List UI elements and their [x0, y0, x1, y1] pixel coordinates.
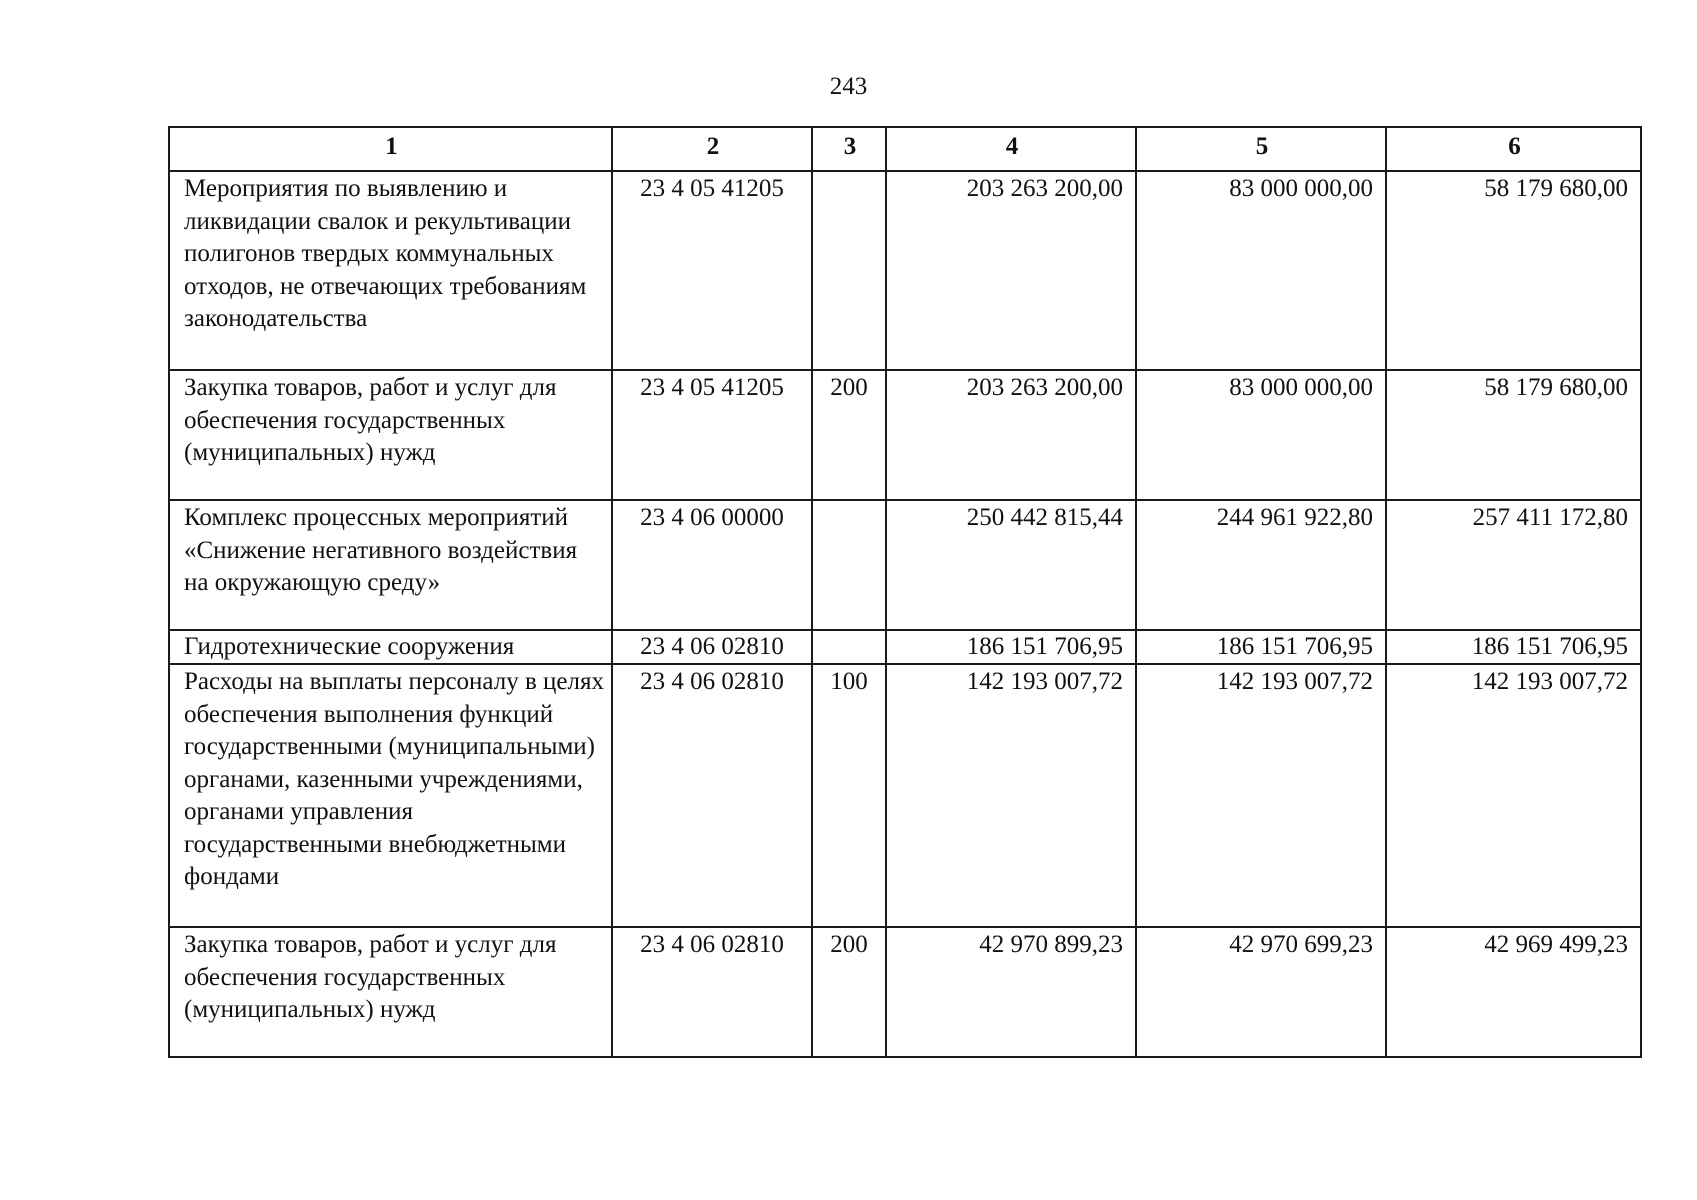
row-code-cell: 23 4 06 02810	[612, 664, 812, 927]
column-header-2: 2	[612, 127, 812, 171]
budget-table	[168, 126, 1642, 1058]
row-type-cell	[812, 500, 886, 630]
table-row	[169, 500, 1641, 630]
table-row	[169, 927, 1641, 1057]
row-value-6-cell: 58 179 680,00	[1386, 171, 1641, 370]
row-value-5-cell: 83 000 000,00	[1136, 370, 1386, 500]
row-value-6-cell: 257 411 172,80	[1386, 500, 1641, 630]
column-header-6: 6	[1386, 127, 1641, 171]
row-value-4-cell: 42 970 899,23	[886, 927, 1136, 1057]
row-code-cell: 23 4 05 41205	[612, 171, 812, 370]
column-header-3: 3	[812, 127, 886, 171]
row-type-cell	[812, 630, 886, 664]
row-value-6-cell: 58 179 680,00	[1386, 370, 1641, 500]
table-row	[169, 171, 1641, 370]
row-value-5-cell: 186 151 706,95	[1136, 630, 1386, 664]
table-row	[169, 664, 1641, 927]
row-value-5-cell: 142 193 007,72	[1136, 664, 1386, 927]
header-row	[169, 127, 1641, 171]
row-value-4-cell: 250 442 815,44	[886, 500, 1136, 630]
row-name-cell: Закупка товаров, работ и услуг для обеспечения государственных (муниципальных) нужд	[169, 927, 612, 1057]
row-value-4-cell: 203 263 200,00	[886, 370, 1136, 500]
table-row	[169, 630, 1641, 664]
row-value-4-cell: 186 151 706,95	[886, 630, 1136, 664]
row-code-cell: 23 4 06 02810	[612, 630, 812, 664]
row-value-6-cell: 186 151 706,95	[1386, 630, 1641, 664]
row-type-cell: 200	[812, 927, 886, 1057]
table-row	[169, 370, 1641, 500]
row-code-cell: 23 4 06 00000	[612, 500, 812, 630]
row-type-cell: 200	[812, 370, 886, 500]
row-type-cell	[812, 171, 886, 370]
row-value-4-cell: 142 193 007,72	[886, 664, 1136, 927]
row-value-5-cell: 244 961 922,80	[1136, 500, 1386, 630]
budget-table-container	[168, 126, 1640, 1058]
row-code-cell: 23 4 05 41205	[612, 370, 812, 500]
row-value-6-cell: 142 193 007,72	[1386, 664, 1641, 927]
row-value-4-cell: 203 263 200,00	[886, 171, 1136, 370]
row-value-5-cell: 42 970 699,23	[1136, 927, 1386, 1057]
row-name-cell: Расходы на выплаты персоналу в целях обеспечения выполнения функций государственными (муниципальными) органами, казенными учреждениями, органами управления государственными внебюджетными фондами	[169, 664, 612, 927]
row-value-6-cell: 42 969 499,23	[1386, 927, 1641, 1057]
column-header-5: 5	[1136, 127, 1386, 171]
page-number: 243	[829, 73, 868, 100]
row-name-cell: Закупка товаров, работ и услуг для обеспечения государственных (муниципальных) нужд	[169, 370, 612, 500]
row-name-cell: Комплекс процессных мероприятий «Снижение негативного воздействия на окружающую среду»	[169, 500, 612, 630]
column-header-4: 4	[886, 127, 1136, 171]
row-name-cell: Гидротехнические сооружения	[169, 630, 612, 664]
row-code-cell: 23 4 06 02810	[612, 927, 812, 1057]
row-name-cell: Мероприятия по выявлению и ликвидации свалок и рекультивации полигонов твердых коммунальных отходов, не отвечающих требованиям законодательства	[169, 171, 612, 370]
row-type-cell: 100	[812, 664, 886, 927]
row-value-5-cell: 83 000 000,00	[1136, 171, 1386, 370]
column-header-1: 1	[169, 127, 612, 171]
